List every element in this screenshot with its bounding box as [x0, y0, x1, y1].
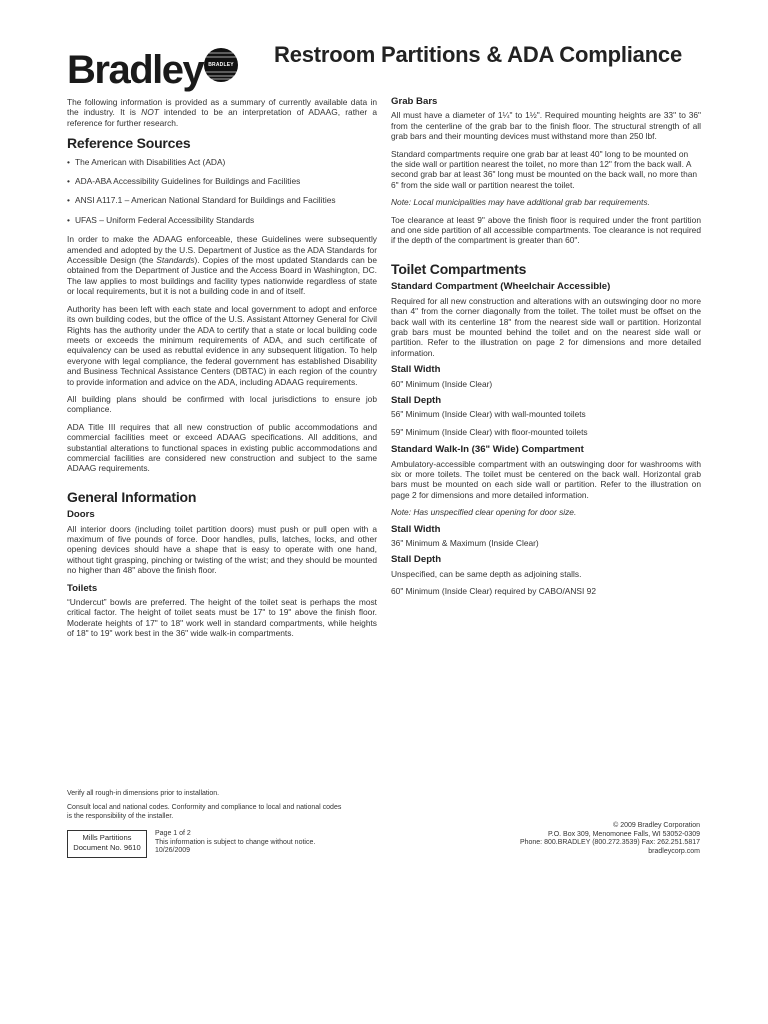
intro-emphasis: NOT	[141, 107, 159, 118]
walk-in-compartment-heading: Standard Walk-In (36" Wide) Compartment	[391, 444, 584, 456]
adaag-enforcement-paragraph: In order to make the ADAAG enforceable, these Guidelines were subsequently amended and adopted by the U.S. Department of Justice as the ADA Standards for Accessible Design (the Standards). Copies of the most updated Standards can be obtained from the Department of Justice and the Access Board in Washington, DC. The law applies to most buildings and facility types nationwide regardless of state or local requirements, but it is not a building code in and of itself.	[67, 234, 377, 297]
title-iii-paragraph: ADA Title III requires that all new construction of public accommodations and commercial facilities meet or exceed ADAAG specifications. All additions, and substantial alterations to functional spaces in existing public accommodations and commercial facilities are considered new construction and subject to the same ADAAG requirements.	[67, 421, 377, 474]
brand-logo	[67, 48, 243, 90]
brand-globe-icon	[204, 48, 238, 82]
page-number: Page 1 of 2	[155, 830, 191, 837]
page-info	[155, 830, 315, 856]
change-notice: This information is subject to change without notice.	[155, 838, 316, 846]
stall-depth-value: 56" Minimum (Inside Clear) with wall-mounted toilets	[391, 409, 586, 420]
brand-badge-text: BRADLEY	[208, 62, 234, 68]
walk-in-stall-width-value: 36" Minimum & Maximum (Inside Clear)	[391, 538, 539, 548]
standard-compartment-paragraph: Required for all new construction and alterations with an outswinging door no more than 4" from the corner diagonally from the toilet. The toilet must be offset on the back wall with its centerline 18" from the nearest side wall or partition. Horizontal grab bars must be mounted behind the toilet and on the nearest side wall or partition. Refer to the illustration on page 2 for dimensions and more detailed information.	[391, 295, 701, 358]
intro-paragraph: The following information is provided as a summary of currently available data in the industry. It is NOT intended to be an interpretation of ADAAG, rather a reference for further research.	[67, 97, 377, 128]
list-item: • ANSI A117.1 – American National Standard for Buildings and Facilities	[67, 195, 377, 205]
toilet-compartments-heading: Toilet Compartments	[391, 260, 527, 277]
address: P.O. Box 309, Menomonee Falls, WI 53052-0309	[547, 830, 700, 838]
doors-paragraph: All interior doors (including toilet partition doors) must push or pull open with a maximum of five pounds of force. Door handles, pulls, latches, locks, and other opening devices should have a shape that is easy to operate with one hand, without tight grasping, pinching or twisting of the wrist; and they should be mounted no higher than 48" above the finish floor.	[67, 523, 377, 576]
stall-width-heading: Stall Width	[391, 364, 441, 376]
stall-width-value: 60" Minimum (Inside Clear)	[391, 378, 493, 389]
toilets-paragraph: “Undercut” bowls are preferred. The height of the toilet seat is perhaps the most critical factor. The height of toilet seats must be 17" to 19" above the finish floor. Moderate heights of 17" to 18" work well in standard compartments, while heights of 18" to 19" work best in the 36" wide walk-in compartments.	[67, 597, 377, 639]
footer-verify-note: Verify all rough-in dimensions prior to installation.	[67, 790, 220, 797]
standard-compartment-heading: Standard Compartment (Wheelchair Accessible)	[391, 281, 611, 293]
standards-emphasis: Standards	[156, 255, 195, 266]
walk-in-stall-width-heading: Stall Width	[391, 523, 441, 535]
reference-list	[67, 157, 377, 226]
right-column	[391, 97, 701, 604]
stall-depth-value: 59" Minimum (Inside Clear) with floor-mounted toilets	[391, 426, 588, 437]
page-title: Restroom Partitions & ADA Compliance	[274, 42, 683, 67]
grab-bars-note: Note: Local municipalities may have additional grab bar requirements.	[391, 197, 650, 208]
copyright: © 2009 Bradley Corporation	[613, 822, 700, 829]
doors-heading: Doors	[67, 509, 95, 521]
authority-paragraph: Authority has been left with each state and local government to adopt and enforce its own building codes, but the office of the U.S. Assistant Attorney General for Civil Rights has the authority under the ADA to certify that a state or local building code meets or exceeds the minimum requirements of ADA, and such certificate of equivalency can be used as rebuttal evidence in any subsequent litigation. To help everyone with legal compliance, the federal government has established Disability and Business Technical Assistance Centers (DBTAC) in each region of the country to provide information and advice on the ADA, including ADAAG requirements.	[67, 303, 377, 387]
walk-in-stall-depth-value: 60" Minimum (Inside Clear) required by CABO/ANSI 92	[391, 586, 596, 597]
brand-wordmark: Bradley	[67, 48, 204, 92]
list-item: • UFAS – Uniform Federal Accessibility Standards	[67, 215, 377, 225]
toe-clearance-paragraph: Toe clearance at least 9" above the finish floor is required under the front partition and one side partition of all accessible compartments. Toe clearance is not required if the depth of the compartment is greater than 60".	[391, 214, 701, 246]
reference-sources-heading: Reference Sources	[67, 135, 191, 152]
walk-in-note: Note: Has unspecified clear opening for door size.	[391, 507, 577, 518]
walk-in-stall-depth-value: Unspecified, can be same depth as adjoining stalls.	[391, 568, 582, 579]
walk-in-compartment-paragraph: Ambulatory-accessible compartment with an outswinging door for washrooms with six or more toilets. The toilet must be centered on the back wall. Horizontal grab bars must be mounted on each side wall or partition. Refer to the illustration on page 2 for dimensions and more detailed information.	[391, 458, 701, 500]
website-link[interactable]: bradleycorp.com	[648, 847, 700, 855]
list-item: • ADA-ABA Accessibility Guidelines for Buildings and Facilities	[67, 176, 377, 186]
building-plans-paragraph: All building plans should be confirmed with local jurisdictions to ensure job compliance.	[67, 393, 377, 415]
grab-bars-paragraph: All must have a diameter of 1¼" to 1½". Required mounting heights are 33" to 36" from the centerline of the grab bar to the finish floor. The structural strength of all grab bars and their mounting devices must withstand more than 250 lbf.	[391, 110, 701, 142]
walk-in-stall-depth-heading: Stall Depth	[391, 554, 442, 566]
company-contact	[440, 822, 700, 856]
left-column	[67, 97, 377, 646]
document-date: 10/26/2009	[155, 847, 191, 855]
list-item: • The American with Disabilities Act (ADA)	[67, 157, 377, 167]
general-information-heading: General Information	[67, 488, 197, 505]
stall-depth-heading: Stall Depth	[391, 394, 442, 406]
grab-bars-heading: Grab Bars	[391, 96, 438, 107]
grab-bars-standard-paragraph: Standard compartments require one grab bar at least 40" long to be mounted on the side wall or partition nearest the toilet, no more than 12" from the back wall. A second grab bar at least 36" long must be mounted on the back wall, no more than 6" from the side wall or partition nearest the toilet.	[391, 148, 698, 190]
footer-consult-note: Consult local and national codes. Conformity and compliance to local and national codes is the responsibility of the installer.	[67, 804, 342, 820]
toilets-heading: Toilets	[67, 582, 98, 594]
phone-fax: Phone: 800.BRADLEY (800.272.3539) Fax: 262.251.5817	[519, 839, 700, 847]
document-number-box: Mills Partitions Document No. 9610	[67, 830, 147, 858]
